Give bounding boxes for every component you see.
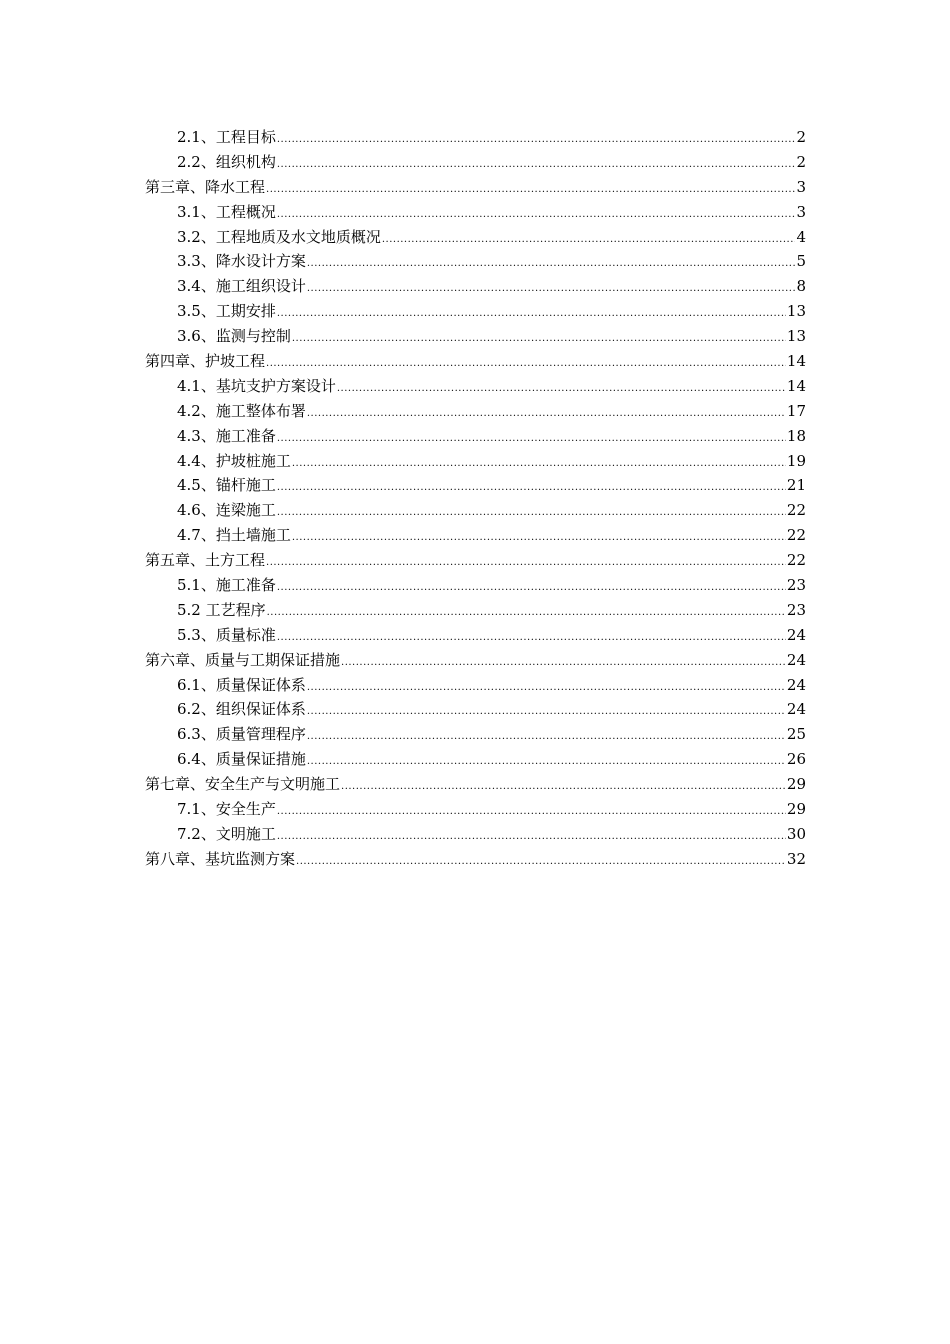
toc-entry-page-number: 25 bbox=[786, 725, 806, 744]
toc-entry-page-number: 13 bbox=[786, 327, 806, 346]
toc-dot-leader bbox=[277, 825, 786, 850]
toc-section-entry[interactable] bbox=[145, 150, 806, 175]
toc-section-entry[interactable] bbox=[145, 747, 806, 772]
toc-section-entry[interactable] bbox=[145, 523, 806, 548]
toc-dot-leader bbox=[307, 700, 786, 725]
toc-entry-title: 5.1、施工准备 bbox=[177, 576, 276, 595]
toc-dot-leader bbox=[277, 302, 786, 327]
toc-entry-page-number: 23 bbox=[786, 600, 806, 619]
toc-entry-title: 3.2、工程地质及水文地质概况 bbox=[177, 227, 381, 246]
toc-section-entry[interactable] bbox=[145, 797, 806, 822]
toc-dot-leader bbox=[277, 626, 786, 651]
toc-section-entry[interactable] bbox=[145, 249, 806, 274]
toc-section-entry[interactable] bbox=[145, 225, 806, 250]
toc-entry-page-number: 24 bbox=[786, 675, 806, 694]
toc-entry-title: 6.1、质量保证体系 bbox=[177, 675, 306, 694]
toc-dot-leader bbox=[266, 551, 786, 576]
toc-entry-title: 第三章、降水工程 bbox=[145, 177, 266, 196]
toc-dot-leader bbox=[277, 427, 786, 452]
toc-entry-page-number: 18 bbox=[786, 426, 806, 445]
toc-entry-title: 3.4、施工组织设计 bbox=[177, 277, 306, 296]
toc-dot-leader bbox=[267, 601, 786, 626]
toc-chapter-entry[interactable] bbox=[145, 548, 806, 573]
toc-dot-leader bbox=[307, 676, 786, 701]
toc-dot-leader bbox=[337, 377, 786, 402]
toc-entry-page-number: 2 bbox=[796, 152, 806, 171]
toc-entry-title: 4.6、连梁施工 bbox=[177, 501, 276, 520]
toc-section-entry[interactable] bbox=[145, 200, 806, 225]
toc-dot-leader bbox=[277, 153, 796, 178]
toc-section-entry[interactable] bbox=[145, 697, 806, 722]
toc-section-entry[interactable] bbox=[145, 498, 806, 523]
toc-entry-page-number: 14 bbox=[786, 376, 806, 395]
toc-entry-page-number: 24 bbox=[786, 625, 806, 644]
toc-section-entry[interactable] bbox=[145, 473, 806, 498]
toc-entry-title: 4.1、基坑支护方案设计 bbox=[177, 376, 336, 395]
toc-entry-page-number: 22 bbox=[786, 526, 806, 545]
toc-section-entry[interactable] bbox=[145, 424, 806, 449]
toc-section-entry[interactable] bbox=[145, 822, 806, 847]
toc-dot-leader bbox=[277, 576, 786, 601]
toc-dot-leader bbox=[292, 526, 786, 551]
toc-entry-page-number: 17 bbox=[786, 401, 806, 420]
toc-entry-page-number: 3 bbox=[796, 202, 806, 221]
toc-entry-title: 2.1、工程目标 bbox=[177, 128, 276, 146]
toc-entry-page-number: 14 bbox=[786, 352, 806, 371]
toc-entry-page-number: 29 bbox=[786, 775, 806, 794]
toc-chapter-entry[interactable] bbox=[145, 847, 806, 872]
toc-entry-page-number: 24 bbox=[786, 700, 806, 719]
toc-entry-title: 5.3、质量标准 bbox=[177, 625, 276, 644]
toc-section-entry[interactable] bbox=[145, 274, 806, 299]
toc-entry-page-number: 2 bbox=[796, 128, 806, 146]
toc-dot-leader bbox=[277, 128, 796, 153]
toc-entry-title: 7.2、文明施工 bbox=[177, 824, 276, 843]
toc-section-entry[interactable] bbox=[145, 573, 806, 598]
toc-dot-leader bbox=[307, 725, 786, 750]
toc-entry-page-number: 23 bbox=[786, 576, 806, 595]
table-of-contents bbox=[145, 125, 806, 872]
toc-chapter-entry[interactable] bbox=[145, 175, 806, 200]
toc-entry-title: 4.5、锚杆施工 bbox=[177, 476, 276, 495]
toc-entry-page-number: 8 bbox=[796, 277, 806, 296]
toc-entry-page-number: 13 bbox=[786, 302, 806, 321]
toc-entry-title: 3.1、工程概况 bbox=[177, 202, 276, 221]
toc-entry-title: 7.1、安全生产 bbox=[177, 800, 276, 819]
toc-entry-title: 4.3、施工准备 bbox=[177, 426, 276, 445]
toc-entry-title: 4.2、施工整体布署 bbox=[177, 401, 306, 420]
toc-dot-leader bbox=[266, 352, 786, 377]
toc-entry-page-number: 30 bbox=[786, 824, 806, 843]
toc-dot-leader bbox=[307, 750, 786, 775]
toc-section-entry[interactable] bbox=[145, 673, 806, 698]
toc-entry-page-number: 22 bbox=[786, 551, 806, 570]
toc-entry-title: 6.4、质量保证措施 bbox=[177, 750, 306, 769]
toc-chapter-entry[interactable] bbox=[145, 648, 806, 673]
toc-entry-title: 第五章、土方工程 bbox=[145, 551, 266, 570]
toc-dot-leader bbox=[341, 651, 786, 676]
toc-entry-page-number: 26 bbox=[786, 750, 806, 769]
toc-entry-title: 第六章、质量与工期保证措施 bbox=[145, 650, 341, 669]
toc-section-entry[interactable] bbox=[145, 374, 806, 399]
toc-entry-title: 4.4、护坡桩施工 bbox=[177, 451, 291, 470]
toc-entry-title: 2.2、组织机构 bbox=[177, 152, 276, 171]
toc-chapter-entry[interactable] bbox=[145, 772, 806, 797]
toc-section-entry[interactable] bbox=[145, 598, 806, 623]
toc-dot-leader bbox=[277, 501, 786, 526]
toc-entry-page-number: 22 bbox=[786, 501, 806, 520]
toc-dot-leader bbox=[382, 228, 796, 253]
toc-section-entry[interactable] bbox=[145, 449, 806, 474]
toc-entry-page-number: 32 bbox=[786, 849, 806, 868]
toc-entry-title: 3.3、降水设计方案 bbox=[177, 252, 306, 271]
toc-dot-leader bbox=[307, 402, 786, 427]
toc-entry-page-number: 24 bbox=[786, 650, 806, 669]
toc-entry-title: 4.7、挡土墙施工 bbox=[177, 526, 291, 545]
toc-entry-title: 6.3、质量管理程序 bbox=[177, 725, 306, 744]
toc-dot-leader bbox=[277, 800, 786, 825]
toc-dot-leader bbox=[307, 277, 796, 302]
toc-entry-title: 5.2 工艺程序 bbox=[177, 600, 266, 619]
toc-dot-leader bbox=[292, 327, 786, 352]
toc-section-entry[interactable] bbox=[145, 125, 806, 150]
toc-chapter-entry[interactable] bbox=[145, 349, 806, 374]
toc-entry-title: 第七章、安全生产与文明施工 bbox=[145, 775, 341, 794]
toc-entry-title: 6.2、组织保证体系 bbox=[177, 700, 306, 719]
toc-dot-leader bbox=[307, 252, 796, 277]
toc-entry-page-number: 19 bbox=[786, 451, 806, 470]
toc-section-entry[interactable] bbox=[145, 324, 806, 349]
toc-section-entry[interactable] bbox=[145, 623, 806, 648]
toc-dot-leader bbox=[341, 775, 786, 800]
toc-entry-page-number: 3 bbox=[796, 177, 806, 196]
toc-entry-page-number: 29 bbox=[786, 800, 806, 819]
toc-entry-title: 3.6、监测与控制 bbox=[177, 327, 291, 346]
toc-dot-leader bbox=[292, 452, 786, 477]
toc-section-entry[interactable] bbox=[145, 722, 806, 747]
toc-entry-page-number: 5 bbox=[796, 252, 806, 271]
toc-entry-title: 第八章、基坑监测方案 bbox=[145, 849, 296, 868]
toc-section-entry[interactable] bbox=[145, 399, 806, 424]
toc-entry-title: 第四章、护坡工程 bbox=[145, 352, 266, 371]
toc-dot-leader bbox=[296, 850, 786, 875]
toc-dot-leader bbox=[277, 476, 786, 501]
toc-entry-page-number: 21 bbox=[786, 476, 806, 495]
toc-section-entry[interactable] bbox=[145, 299, 806, 324]
toc-dot-leader bbox=[266, 178, 795, 203]
toc-entry-title: 3.5、工期安排 bbox=[177, 302, 276, 321]
toc-entry-page-number: 4 bbox=[796, 227, 806, 246]
